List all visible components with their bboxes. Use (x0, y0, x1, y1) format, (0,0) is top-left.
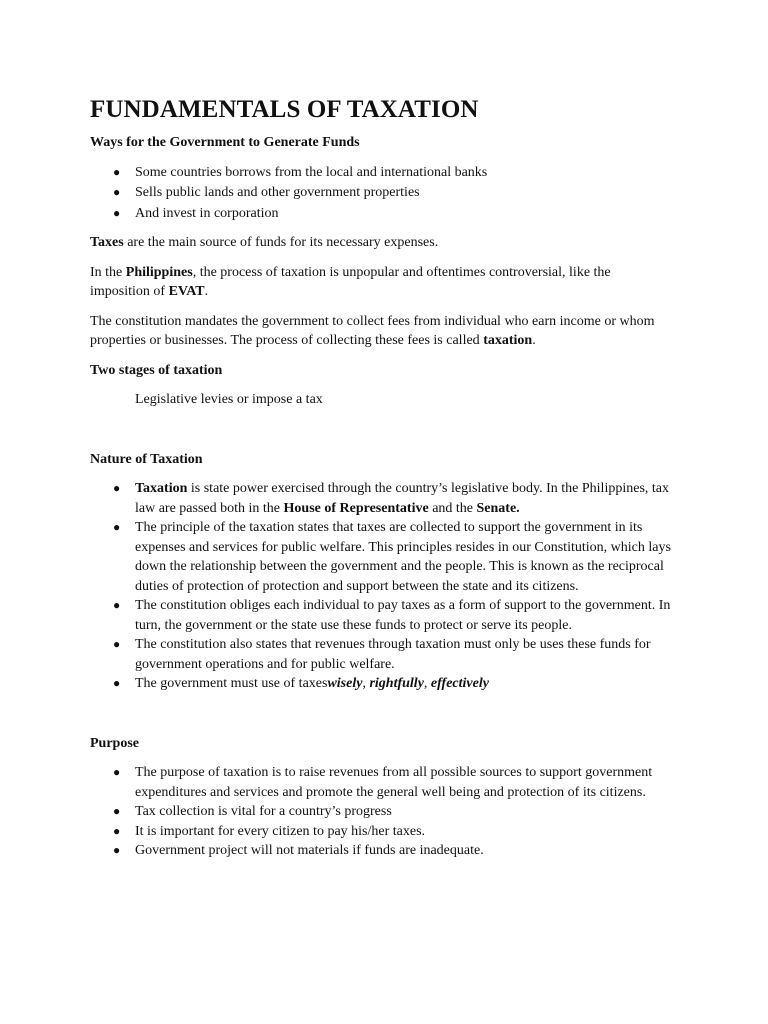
list-item: ● And invest in corporation (90, 204, 672, 224)
bullet-icon: ● (113, 637, 121, 651)
list-item: ● Sells public lands and other government properties (90, 183, 672, 203)
ways-list (90, 163, 672, 224)
nature-heading: Nature of Taxation (90, 451, 203, 467)
list-item: ● The purpose of taxation is to raise revenues from all possible sources to support government expenditures and services and promote the general well being and protection of its citizens. (113, 765, 653, 800)
list-item: ● The constitution obliges each individual to pay taxes as a form of support to the government. In turn, the government or the state use these funds to protect or serve its people. (113, 598, 671, 633)
bullet-icon: ● (113, 843, 121, 857)
bullet-icon: ● (113, 804, 121, 818)
list-item: ● The constitution also states that revenues through taxation must only be uses these funds for government operations and for public welfare. (113, 637, 651, 672)
list-item: ● The government must use of taxeswisely, rightfully, effectively (90, 674, 672, 694)
ways-heading: Ways for the Government to Generate Funds (90, 135, 360, 150)
bullet-icon: ● (113, 185, 121, 199)
bullet-icon: ● (113, 205, 121, 220)
bullet-icon: ● (113, 823, 121, 838)
purpose-heading: Purpose (90, 735, 139, 751)
purpose-list (90, 763, 672, 861)
constitution-paragraph: The constitution mandates the government to collect fees from individual who earn income or whom properties or businesses. The process of collecting these fees is called taxation. (90, 313, 655, 348)
bullet-icon: ● (113, 676, 121, 690)
taxes-paragraph: Taxes are the main source of funds for its necessary expenses. (90, 235, 439, 250)
nature-list (90, 479, 672, 694)
bullet-icon: ● (113, 520, 121, 534)
list-item: ● It is important for every citizen to pay his/her taxes. (90, 822, 672, 842)
page-title: FUNDAMENTALS OF TAXATION (90, 96, 479, 123)
stages-heading: Two stages of taxation (90, 362, 223, 378)
bullet-icon: ● (113, 164, 121, 179)
bullet-icon: ● (113, 598, 121, 612)
list-item: ● Government project will not materials if funds are inadequate. (90, 841, 672, 861)
list-item: ● Some countries borrows from the local and international banks (90, 163, 672, 183)
bullet-icon: ● (113, 481, 121, 495)
bullet-icon: ● (113, 765, 121, 779)
list-item: ● Taxation is state power exercised through the country’s legislative body. In the Philippines, tax law are passed both in the House of Representative and the Senate. (113, 481, 669, 516)
philippines-paragraph: In the Philippines, the process of taxation is unpopular and oftentimes controversial, like the imposition of EVAT. (90, 264, 611, 299)
list-item: ● The principle of the taxation states that taxes are collected to support the government in its expenses and services for public welfare. This principles resides in our Constitution, which lays down the relationship between the government and the people. This is known as the reciprocal duties of protection of protection and support between the state and its citizens. (113, 520, 671, 594)
list-item: ● Tax collection is vital for a country’s progress (90, 802, 672, 822)
stages-text: Legislative levies or impose a tax (135, 392, 323, 407)
